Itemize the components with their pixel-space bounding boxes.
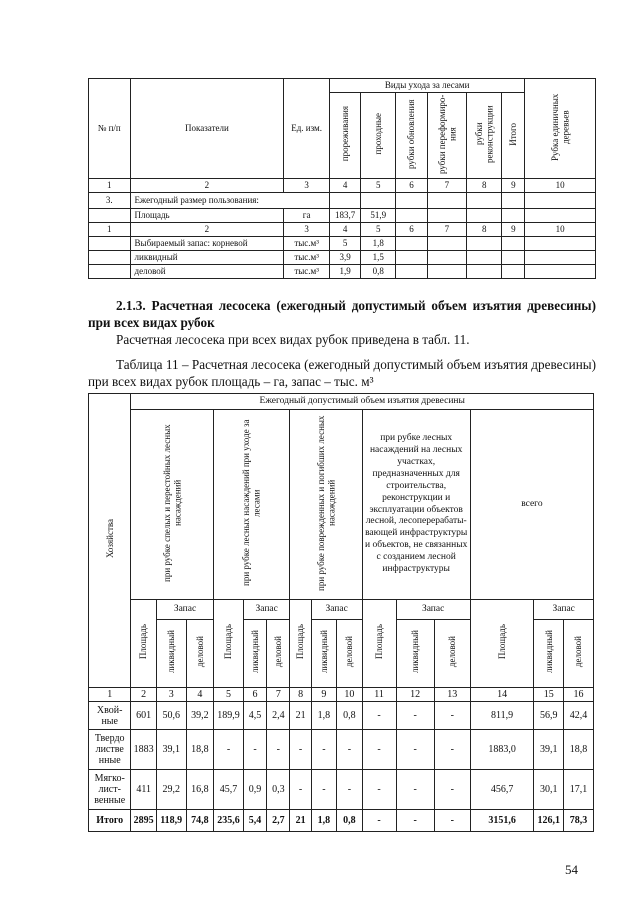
page-number: 54 (565, 862, 578, 877)
section-heading: 2.1.3. Расчетная лесосека (ежегодный допустимый объем изъятия древесины) при всех видах рубок (88, 298, 596, 330)
header-col: рубки обновления (396, 93, 427, 179)
header-cat5: всего (470, 410, 593, 600)
table-row: деловой тыс.м³ 1,9 0,8 (89, 265, 596, 279)
table-row: Мягко-лист-венные 411 29,2 16,8 45,7 0,9 0,3 - - - - - - 456,7 30,1 17,1 (89, 770, 594, 810)
table-caption: Таблица 11 – Расчетная лесосека (ежегодный допустимый объем изъятия древесины) при всех видах рубок площадь – га, запас – тыс. м³ (88, 357, 596, 389)
header-care-types: Виды ухода за лесами (329, 79, 524, 93)
table-row: 3. Ежегодный размер пользования: (89, 193, 596, 209)
table-row: Площадь га 183,7 51,9 (89, 209, 596, 223)
header-col: рубки переформиро-ния (427, 93, 466, 179)
header-single-tree: Рубка единичных деревьев (525, 79, 596, 179)
header-col: рубки реконструкции (467, 93, 502, 179)
index-row: 1 2 3 4 5 6 7 8 9 10 (89, 223, 596, 237)
table-row: Выбираемый запас: корневой тыс.м³ 5 1,8 (89, 237, 596, 251)
header-cat4: при рубке лесных насаждений на лесных участках, предназначенных для строительства, реконструкции и эксплуатации объектов лесной, лесоперерабаты-вающей инфраструктуры и объектов, не связанных с созданием лесной инфраструктуры (362, 410, 470, 600)
header-num: № п/п (89, 79, 131, 179)
table-row: Твердо листве нные 1883 39,1 18,8 - - - - - - - - - 1883,0 39,1 18,8 (89, 730, 594, 770)
header-cat1: при рубке спелых и перестойных лесных насаждений (131, 410, 214, 600)
header-cat3: при рубке поврежденных и погибших лесных насаждений (290, 410, 362, 600)
header-col: проходные (361, 93, 396, 179)
header-cat2: при рубке лесных насаждений при уходе за лесами (214, 410, 290, 600)
header-unit: Ед. изм. (284, 79, 330, 179)
total-row: Итого 2895 118,9 74,8 235,6 5,4 2,7 21 1,8 0,8 - - - 3151,6 126,1 78,3 (89, 810, 594, 832)
paragraph: Расчетная лесосека при всех видах рубок приведена в табл. 11. (116, 332, 470, 347)
indicators-table (88, 78, 596, 279)
header-farm: Хозяйства (89, 394, 131, 688)
header-allowable: Ежегодный допустимый объем изъятия древесины (131, 394, 594, 410)
index-row: 1 2 3 4 5 6 7 8 9 10 (89, 179, 596, 193)
index-row: 1 2 3 4 5 6 7 8 9 10 11 12 13 14 15 16 (89, 688, 594, 702)
allowable-cut-table: Хозяйства Ежегодный допустимый объем изъятия древесины при рубке спелых и перестойных лесных насаждений при рубке лесных насаждений при уходе за лесами при рубке поврежденных и погибших лесных насаждений при рубке лесных насаждений на лесных участках, предназначенных для строительства, реконструкции и эксплуатации объектов лесной, лесоперерабаты-вающей инфраструктуры и объектов, не связанных с созданием лесной инфраструктуры всего Площадь Запас Площадь Запас Площадь Запас Площадь Запас Площадь Запас ликвидный деловой ликвидный деловой ликвидный деловой ликвидный деловой ликвидный деловой 1 2 3 4 5 6 7 8 9 10 11 12 13 14 15 16 Хвой-ные 601 50,6 39,2 189,9 4,5 2,4 21 1,8 0,8 - - - 811,9 56,9 42,4 Твердо листве нные 1883 39,1 18,8 - - - - - - - - - 1883,0 39,1 18,8 Мягко-лист-венные 411 29,2 16,8 45,7 0,9 0,3 - - - - - - 456,7 30,1 17,1 Итого 2895 118,9 74,8 235,6 5,4 2,7 21 1,8 0,8 - - - 3151,6 126,1 78,3 (88, 393, 594, 832)
header-col: Итого (502, 93, 525, 179)
header-indicators: Показатели (130, 79, 284, 179)
table-row: ликвидный тыс.м³ 3,9 1,5 (89, 251, 596, 265)
table-row: Хвой-ные 601 50,6 39,2 189,9 4,5 2,4 21 1,8 0,8 - - - 811,9 56,9 42,4 (89, 702, 594, 730)
header-col: прореживания (329, 93, 360, 179)
